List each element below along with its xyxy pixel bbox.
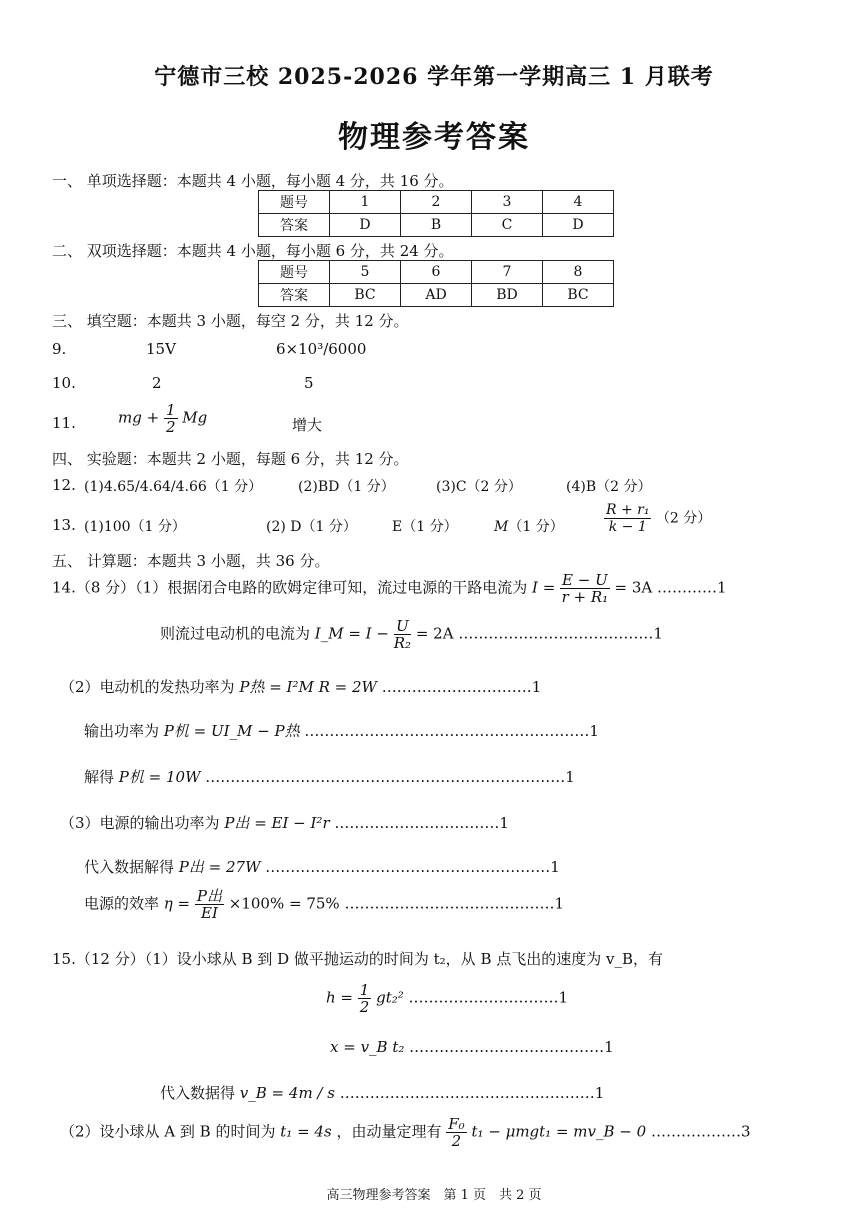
table-cell: 5 (330, 261, 401, 284)
table-cell: 2 (401, 191, 472, 214)
q15-line-3 (330, 1038, 614, 1056)
section3-heading: 三、 填空题：本题共 3 小题，每空 2 分，共 12 分。 (52, 312, 409, 330)
q15-l2-fraction (358, 982, 372, 1015)
q14-l1-fraction (560, 572, 610, 605)
q14-l4-dots: …………………………………………………1 (304, 722, 599, 740)
q14-line-5 (84, 766, 575, 787)
table-row (259, 261, 614, 284)
fraction-denominator: 2 (165, 418, 176, 436)
q14-line-2 (160, 618, 663, 651)
page-footer: 高三物理参考答案 第 1 页 共 2 页 (326, 1188, 542, 1203)
q13-fraction (604, 502, 651, 535)
q13-number: 13. (52, 516, 76, 534)
page-title: 宁德市三校 2025-2026 学年第一学期高三 1 月联考 (154, 64, 714, 90)
table-cell: 4 (543, 191, 614, 214)
q15-l5-dots: ………………3 (650, 1122, 751, 1141)
q11-answer-1 (118, 402, 207, 435)
q14-l8-fraction (195, 888, 224, 921)
table-row (259, 214, 614, 237)
q14-l2-text: 则流过电动机的电流为 (160, 624, 311, 643)
fraction-numerator: F₀ (448, 1115, 465, 1133)
q11-fraction (164, 402, 178, 435)
q10-answer-2: 5 (304, 374, 314, 392)
table-cell: 7 (472, 261, 543, 284)
fraction-denominator: R₂ (393, 634, 412, 652)
table-cell: 1 (330, 191, 401, 214)
q14-line-1 (52, 572, 727, 605)
section1-answer-table (258, 190, 614, 237)
q14-l1-dots: …………1 (657, 578, 727, 597)
table-cell: 答案 (259, 214, 330, 237)
fraction-denominator: r + R₁ (561, 588, 609, 606)
table-cell: BC (330, 284, 401, 307)
q15-l3-eq: x = v_B t₂ (330, 1038, 405, 1056)
table-cell: BD (472, 284, 543, 307)
q14-l2-eq-post: = 2A (415, 624, 454, 643)
q14-l3-dots: …………………………1 (381, 678, 542, 696)
q14-l7-eq: P出 = 27W (178, 858, 261, 876)
table-cell: D (543, 214, 614, 237)
section5-heading: 五、 计算题：本题共 3 小题，共 36 分。 (52, 552, 330, 570)
table-cell: 答案 (259, 284, 330, 307)
table-cell: B (401, 214, 472, 237)
q9-answer-2: 6×10³/6000 (276, 340, 367, 358)
q12-part-4: (4)B（2 分） (566, 479, 652, 495)
fraction-denominator: 2 (451, 1132, 462, 1150)
q15-l5-fraction (446, 1116, 466, 1149)
q14-l8-eq-pre: η = (163, 894, 191, 913)
table-cell: 6 (401, 261, 472, 284)
section2-heading: 二、 双项选择题：本题共 4 小题，每小题 6 分，共 24 分。 (52, 242, 454, 260)
q15-l5-text: （2）设小球从 A 到 B 的时间为 (60, 1122, 276, 1141)
q12-part-1: (1)4.65/4.64/4.66（1 分） (84, 479, 263, 495)
fraction-numerator: E − U (562, 571, 608, 589)
q14-l1-text: 14.（8 分）（1）根据闭合电路的欧姆定律可知，流过电源的干路电流为 (52, 578, 528, 597)
q15-l2-dots: …………………………1 (408, 988, 569, 1007)
q14-line-7 (84, 856, 560, 877)
q14-l6-eq: P出 = EI − I²r (224, 814, 330, 832)
q15-line-2 (326, 982, 568, 1015)
fraction-denominator: EI (201, 904, 218, 922)
table-cell: 8 (543, 261, 614, 284)
table-cell: BC (543, 284, 614, 307)
q14-l3-eq: P热 = I²M R = 2W (239, 678, 377, 696)
q13-part-5 (604, 502, 711, 535)
table-cell: 题号 (259, 261, 330, 284)
q14-l2-fraction (394, 618, 411, 651)
q13-part-2: (2) D（1 分） (266, 519, 357, 535)
q10-number: 10. (52, 374, 76, 392)
q15-l4-dots: ……………………………………………1 (339, 1084, 605, 1102)
q14-l2-eq-pre: I_M = I − (314, 624, 389, 643)
q11-answer-2: 增大 (292, 416, 323, 434)
q12-number: 12. (52, 476, 76, 494)
q10-answer-1: 2 (152, 374, 162, 392)
q15-line-1: 15.（12 分）（1）设小球从 B 到 D 做平抛运动的时间为 t₂，从 B 点飞出的速度为 v_B，有 (52, 950, 664, 968)
q11-eq-pre: mg + (118, 408, 160, 427)
q13-variable: M (494, 519, 509, 535)
q14-l3-text: （2）电动机的发热功率为 (60, 678, 235, 696)
q14-line-4 (84, 720, 599, 741)
table-cell: 题号 (259, 191, 330, 214)
fraction-denominator: 2 (359, 998, 370, 1016)
table-cell: C (472, 214, 543, 237)
q14-l7-dots: …………………………………………………1 (265, 858, 560, 876)
q13-part-3: E（1 分） (392, 519, 458, 535)
q14-l7-text: 代入数据解得 (84, 858, 175, 876)
q13-part-5-score: （2 分） (655, 510, 712, 527)
q15-l4-eq: v_B = 4m / s (239, 1084, 335, 1102)
q14-l4-eq: P机 = UI_M − P热 (163, 722, 300, 740)
q14-l6-text: （3）电源的输出功率为 (60, 814, 220, 832)
q15-l2-eq-pre: h = (326, 988, 353, 1007)
q14-l1-eq-post: = 3A (614, 578, 653, 597)
q15-l2-eq-post: gt₂² (376, 988, 404, 1007)
q14-l8-eq-post: ×100% = 75% (228, 894, 340, 913)
table-cell: 3 (472, 191, 543, 214)
section2-answer-table (258, 260, 614, 307)
fraction-numerator: 1 (165, 401, 176, 419)
section4-heading: 四、 实验题：本题共 2 小题，每题 6 分，共 12 分。 (52, 450, 409, 468)
q11-eq-post: Mg (182, 408, 208, 427)
q14-l5-text: 解得 (84, 768, 115, 786)
fraction-denominator: k − 1 (608, 519, 647, 535)
q15-l4-text: 代入数据得 (160, 1084, 236, 1102)
q9-answer-1: 15V (146, 340, 176, 358)
fraction-numerator: P出 (196, 887, 222, 905)
fraction-numerator: U (394, 618, 411, 635)
q14-l5-dots: ………………………………………………………………1 (205, 768, 575, 786)
q15-line-5 (60, 1116, 751, 1149)
page-subtitle: 物理参考答案 (338, 120, 530, 155)
fraction-numerator: 1 (359, 981, 370, 999)
q14-l5-eq: P机 = 10W (118, 768, 201, 786)
q14-l8-dots: ……………………………………1 (344, 894, 565, 913)
q15-l5-mid: ，由动量定理有 (336, 1122, 442, 1141)
q13-part-4-score: （1 分） (508, 519, 564, 535)
table-cell: AD (401, 284, 472, 307)
table-row (259, 191, 614, 214)
q15-line-4 (160, 1082, 604, 1103)
q14-l2-dots: …………………………………1 (458, 624, 663, 643)
q14-line-8 (84, 888, 564, 921)
q15-l5-eq2: t₁ − μmgt₁ = mv_B − 0 (471, 1122, 647, 1141)
q11-number: 11. (52, 414, 76, 432)
section1-heading: 一、 单项选择题：本题共 4 小题，每小题 4 分，共 16 分。 (52, 172, 454, 190)
q12-part-3: (3)C（2 分） (436, 479, 522, 495)
q13-part-1: (1)100（1 分） (84, 519, 186, 535)
table-row (259, 284, 614, 307)
q15-l5-eq1: t₁ = 4s (280, 1122, 332, 1141)
q14-l4-text: 输出功率为 (84, 722, 160, 740)
fraction-numerator: R + r₁ (606, 502, 650, 518)
q9-number: 9. (52, 340, 67, 358)
q14-l6-dots: ……………………………1 (334, 814, 509, 832)
q15-l3-dots: …………………………………1 (409, 1038, 614, 1056)
q14-line-6 (60, 812, 509, 833)
q14-l1-eq-pre: I = (532, 578, 556, 597)
q14-l8-text: 电源的效率 (84, 894, 160, 913)
q13-part-4 (494, 516, 564, 536)
q14-line-3 (60, 676, 541, 697)
table-cell: D (330, 214, 401, 237)
q12-part-2: (2)BD（1 分） (298, 479, 395, 495)
